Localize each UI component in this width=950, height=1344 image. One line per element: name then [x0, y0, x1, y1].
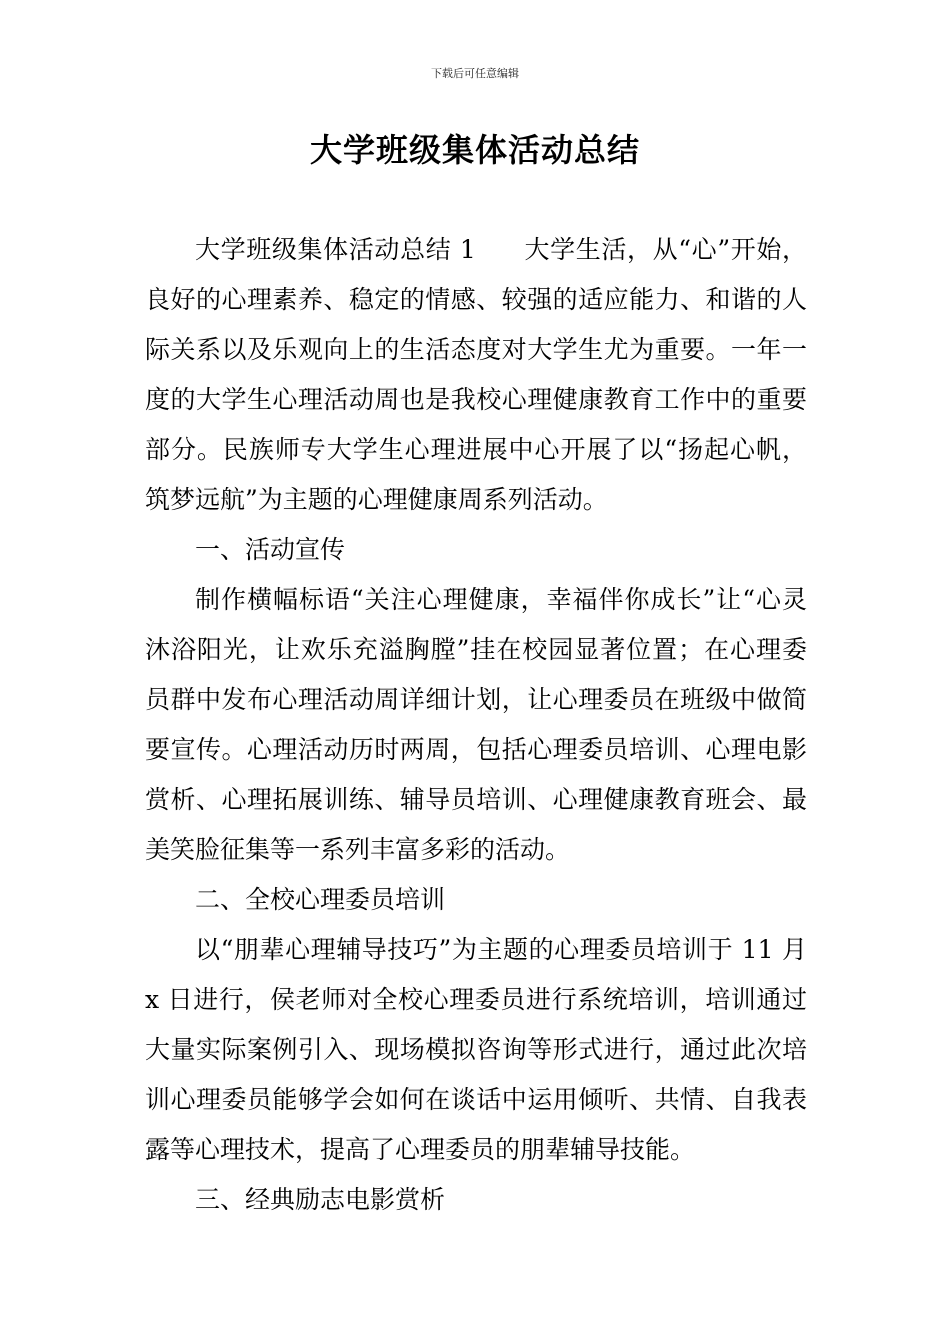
section-heading-3: 三、经典励志电影赏析 — [195, 1185, 446, 1214]
section-paragraph-2: 以“朋辈心理辅导技巧”为主题的心理委员培训于 11 月 x 日进行，侯老师对全校心理委员进行系统培训，培训通过大量实际案例引入、现场模拟咨询等形式进行，通过此次培训心理委员能够学会如何在谈话中运用倾听、共情、自我表露等心理技术，提高了心理委员的朋辈辅导技能。 — [145, 935, 807, 1164]
section-heading-2: 二、全校心理委员培训 — [195, 885, 446, 914]
section-heading-1: 一、活动宣传 — [195, 535, 346, 564]
header-note: 下载后可任意编辑 — [431, 67, 519, 80]
intro-paragraph — [145, 225, 807, 525]
section-paragraph-1: 制作横幅标语“关注心理健康，幸福伴你成长”让“心灵沐浴阳光，让欢乐充溢胸膛”挂在校园显著位置；在心理委员群中发布心理活动周详细计划，让心理委员在班级中做简要宣传。心理活动历时两周，包括心理委员培训、心理电影赏析、心理拓展训练、辅导员培训、心理健康教育班会、最美笑脸征集等一系列丰富多彩的活动。 — [145, 585, 807, 864]
intro-lead: 大学班级集体活动总结 1 — [195, 235, 476, 264]
intro-text: 大学生活，从“心”开始，良好的心理素养、稳定的情感、较强的适应能力、和谐的人际关系以及乐观向上的生活态度对大学生尤为重要。一年一度的大学生心理活动周也是我校心理健康教育工作中的重要部分。民族师专大学生心理进展中心开展了以“扬起心帆，筑梦远航”为主题的心理健康周系列活动。 — [145, 235, 807, 514]
document-title: 大学班级集体活动总结 — [309, 131, 640, 169]
document-body — [145, 225, 807, 1225]
